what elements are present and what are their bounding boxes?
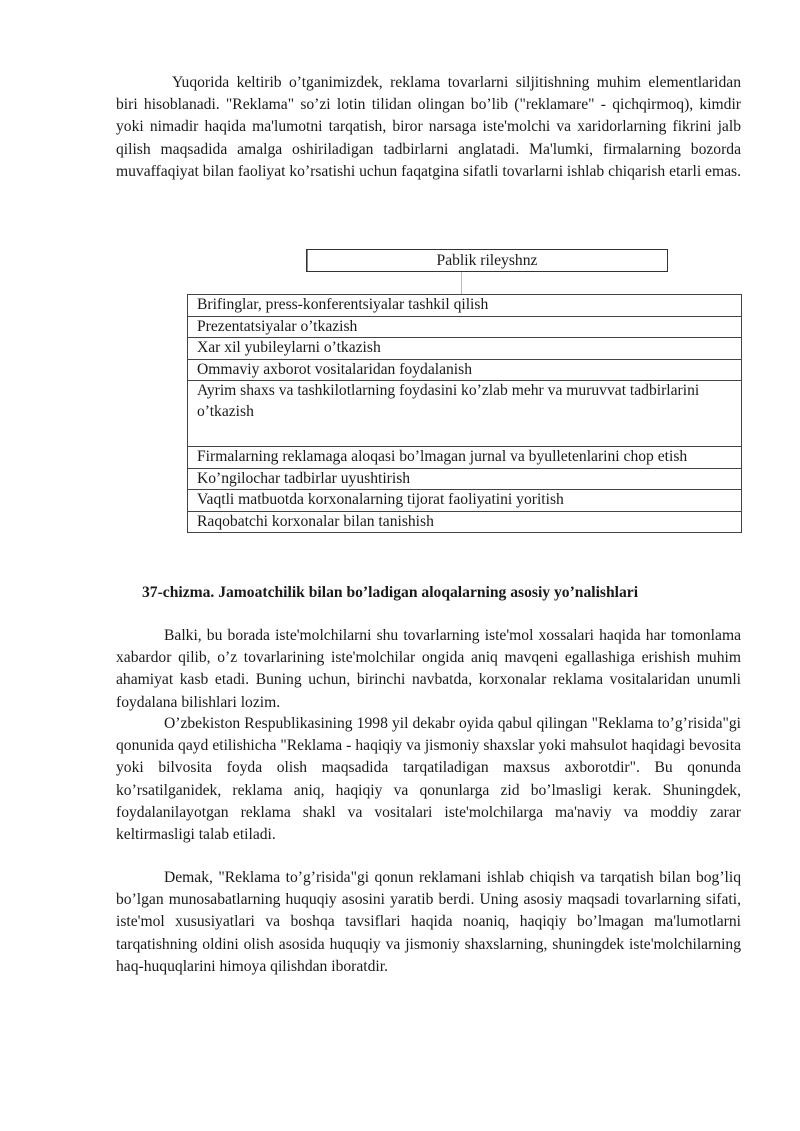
diagram-item-presentations: Prezentatsiyalar o’tkazish bbox=[188, 316, 741, 338]
diagram-item-competitors: Raqobatchi korxonalar bilan tanishish bbox=[188, 511, 741, 533]
paragraph-intro: Yuqorida keltirib o’tganimizdek, reklama tovarlarni siljitishning muhim elementlaridan biri hisoblanadi. "Reklama" so’zi lotin tilidan olingan bo’lib ("reklamare" - qichqirmoq), kimdir yoki nimadir haqida ma'lumotni tarqatish, biror narsaga iste'molchi va xaridorlarning fikrini jalb qilish maqsadida amalga oshiriladigan tadbirlarni anglatadi. Ma'lumki, firmalarning bozorda muvaffaqiyat bilan faoliyat ko’rsatishi uchun faqatgina sifatli tovarlarni ishlab chiqarish etarli emas. bbox=[116, 74, 741, 180]
diagram-item-charity: Ayrim shaxs va tashkilotlarning foydasini ko’zlab mehr va muruvvat tadbirlarini o’tkazish bbox=[188, 380, 741, 446]
diagram-item-bulletins: Firmalarning reklamaga aloqasi bo’lmagan jurnal va byulletenlarini chop etish bbox=[188, 446, 741, 468]
diagram-title-box: Pablik rileyshnz bbox=[306, 249, 668, 272]
diagram-connector-line bbox=[461, 272, 462, 294]
diagram-item-jubilees: Xar xil yubileylarni o’tkazish bbox=[188, 337, 741, 359]
diagram-item-entertainment: Ko’ngilochar tadbirlar uyushtirish bbox=[188, 468, 741, 490]
diagram-item-press-coverage: Vaqtli matbuotda korxonalarning tijorat faoliyatini yoritish bbox=[188, 489, 741, 511]
paragraph-body-1: Balki, bu borada iste'molchilarni shu tovarlarning iste'mol xossalari haqida har tomonlama xabardor qilib, o’z tovarlarining iste'molchilar ongida aniq mavqeni egallashiga erishish muhim ahamiyat kasb etadi. Buning uchun, birinchi navbatda, korxonalar reklama vositalaridan unumli foydalana bilishlari lozim. bbox=[116, 627, 741, 711]
paragraph-body-3: Demak, "Reklama to’g’risida"gi qonun reklamani ishlab chiqish va tarqatish bilan bog’liq bo’lgan munosabatlarning huquqiy asosini yaratib berdi. Uning asosiy maqsadi tovarlarning sifati, iste'mol xususiyatlari va boshqa tavsiflari haqida noaniq, haqiqiy bo’lmagan ma'lumotlarni tarqatishning oldini olish asosida huquqiy va jismoniy shaxslarning, shuningdek iste'molchilarning haq-huquqlarini himoya qilishdan iboratdir. bbox=[116, 869, 741, 975]
diagram-item-mass-media: Ommaviy axborot vositalaridan foydalanish bbox=[188, 359, 741, 381]
figure-caption: 37-chizma. Jamoatchilik bilan bo’ladigan aloqalarning asosiy yo’nalishlari bbox=[142, 584, 639, 601]
diagram-item-briefings: Brifinglar, press-konferentsiyalar tashkil qilish bbox=[197, 296, 489, 313]
paragraph-body-2: O’zbekiston Respublikasining 1998 yil dekabr oyida qabul qilingan "Reklama to’g’risida"gi qonunida qayd etilishicha "Reklama - haqiqiy va jismoniy shaxslar yoki mahsulot haqidagi bevosita yoki bilvosita foyda olish maqsadida tarqatiladigan maxsus axborotdir". Bu qonunda ko’rsatilganidek, reklama aniq, haqiqiy va qonunlarga zid bo’lmasligi kerak. Shuningdek, foydalanilayotgan reklama shakl va vositalari iste'molchilarga ma'naviy va moddiy zarar keltirmasligi talab etiladi. bbox=[116, 715, 741, 844]
diagram-list bbox=[187, 294, 742, 533]
